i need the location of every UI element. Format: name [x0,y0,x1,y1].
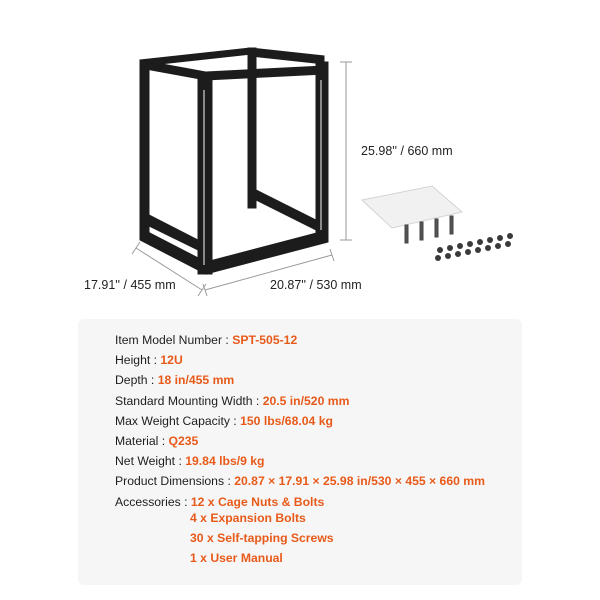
spec-label: Product Dimensions : [115,474,235,489]
spec-row [115,431,485,451]
spec-label: Material : [115,433,169,448]
height-dimension-label: 25.98'' / 660 mm [361,144,453,158]
spec-row [115,411,485,431]
spec-value: 20.87 × 17.91 × 25.98 in/530 × 455 × 660 mm [234,474,485,489]
spec-value: Q235 [168,433,199,448]
spec-label: Standard Mounting Width : [115,393,263,408]
spec-label: Depth : [115,373,158,388]
spec-value: 12U [160,353,183,368]
accessory-item: 30 x Self-tapping Screws [190,531,334,546]
spec-label: Net Weight : [115,454,186,469]
spec-row [115,391,485,411]
spec-row [115,370,485,390]
spec-row [115,451,485,471]
spec-row [115,471,485,491]
accessory-item: 12 x Cage Nuts & Bolts [190,494,325,509]
rack-frame [140,48,328,274]
spec-row [115,330,485,350]
accessory-item: 4 x Expansion Bolts [190,511,306,525]
spec-row [115,350,485,370]
spec-label: Max Weight Capacity : [115,413,241,428]
width-dimension-label: 20.87'' / 530 mm [270,278,362,292]
depth-dimension-label: 17.91'' / 455 mm [84,278,176,292]
spec-value: 18 in/455 mm [157,373,235,388]
spec-label: Item Model Number : [115,333,233,347]
spec-value: 150 lbs/68.04 kg [240,413,333,428]
spec-value: SPT-505-12 [232,333,298,347]
accessories-list [190,508,334,569]
spec-value: 19.84 lbs/9 kg [185,454,265,469]
accessory-item: 1 x User Manual [190,551,283,566]
spec-label: Height : [115,353,161,368]
accessories-illustration [362,186,513,261]
specs-list [115,330,485,512]
spec-value: 20.5 in/520 mm [262,393,350,408]
accessories-label: Accessories : [115,494,191,509]
